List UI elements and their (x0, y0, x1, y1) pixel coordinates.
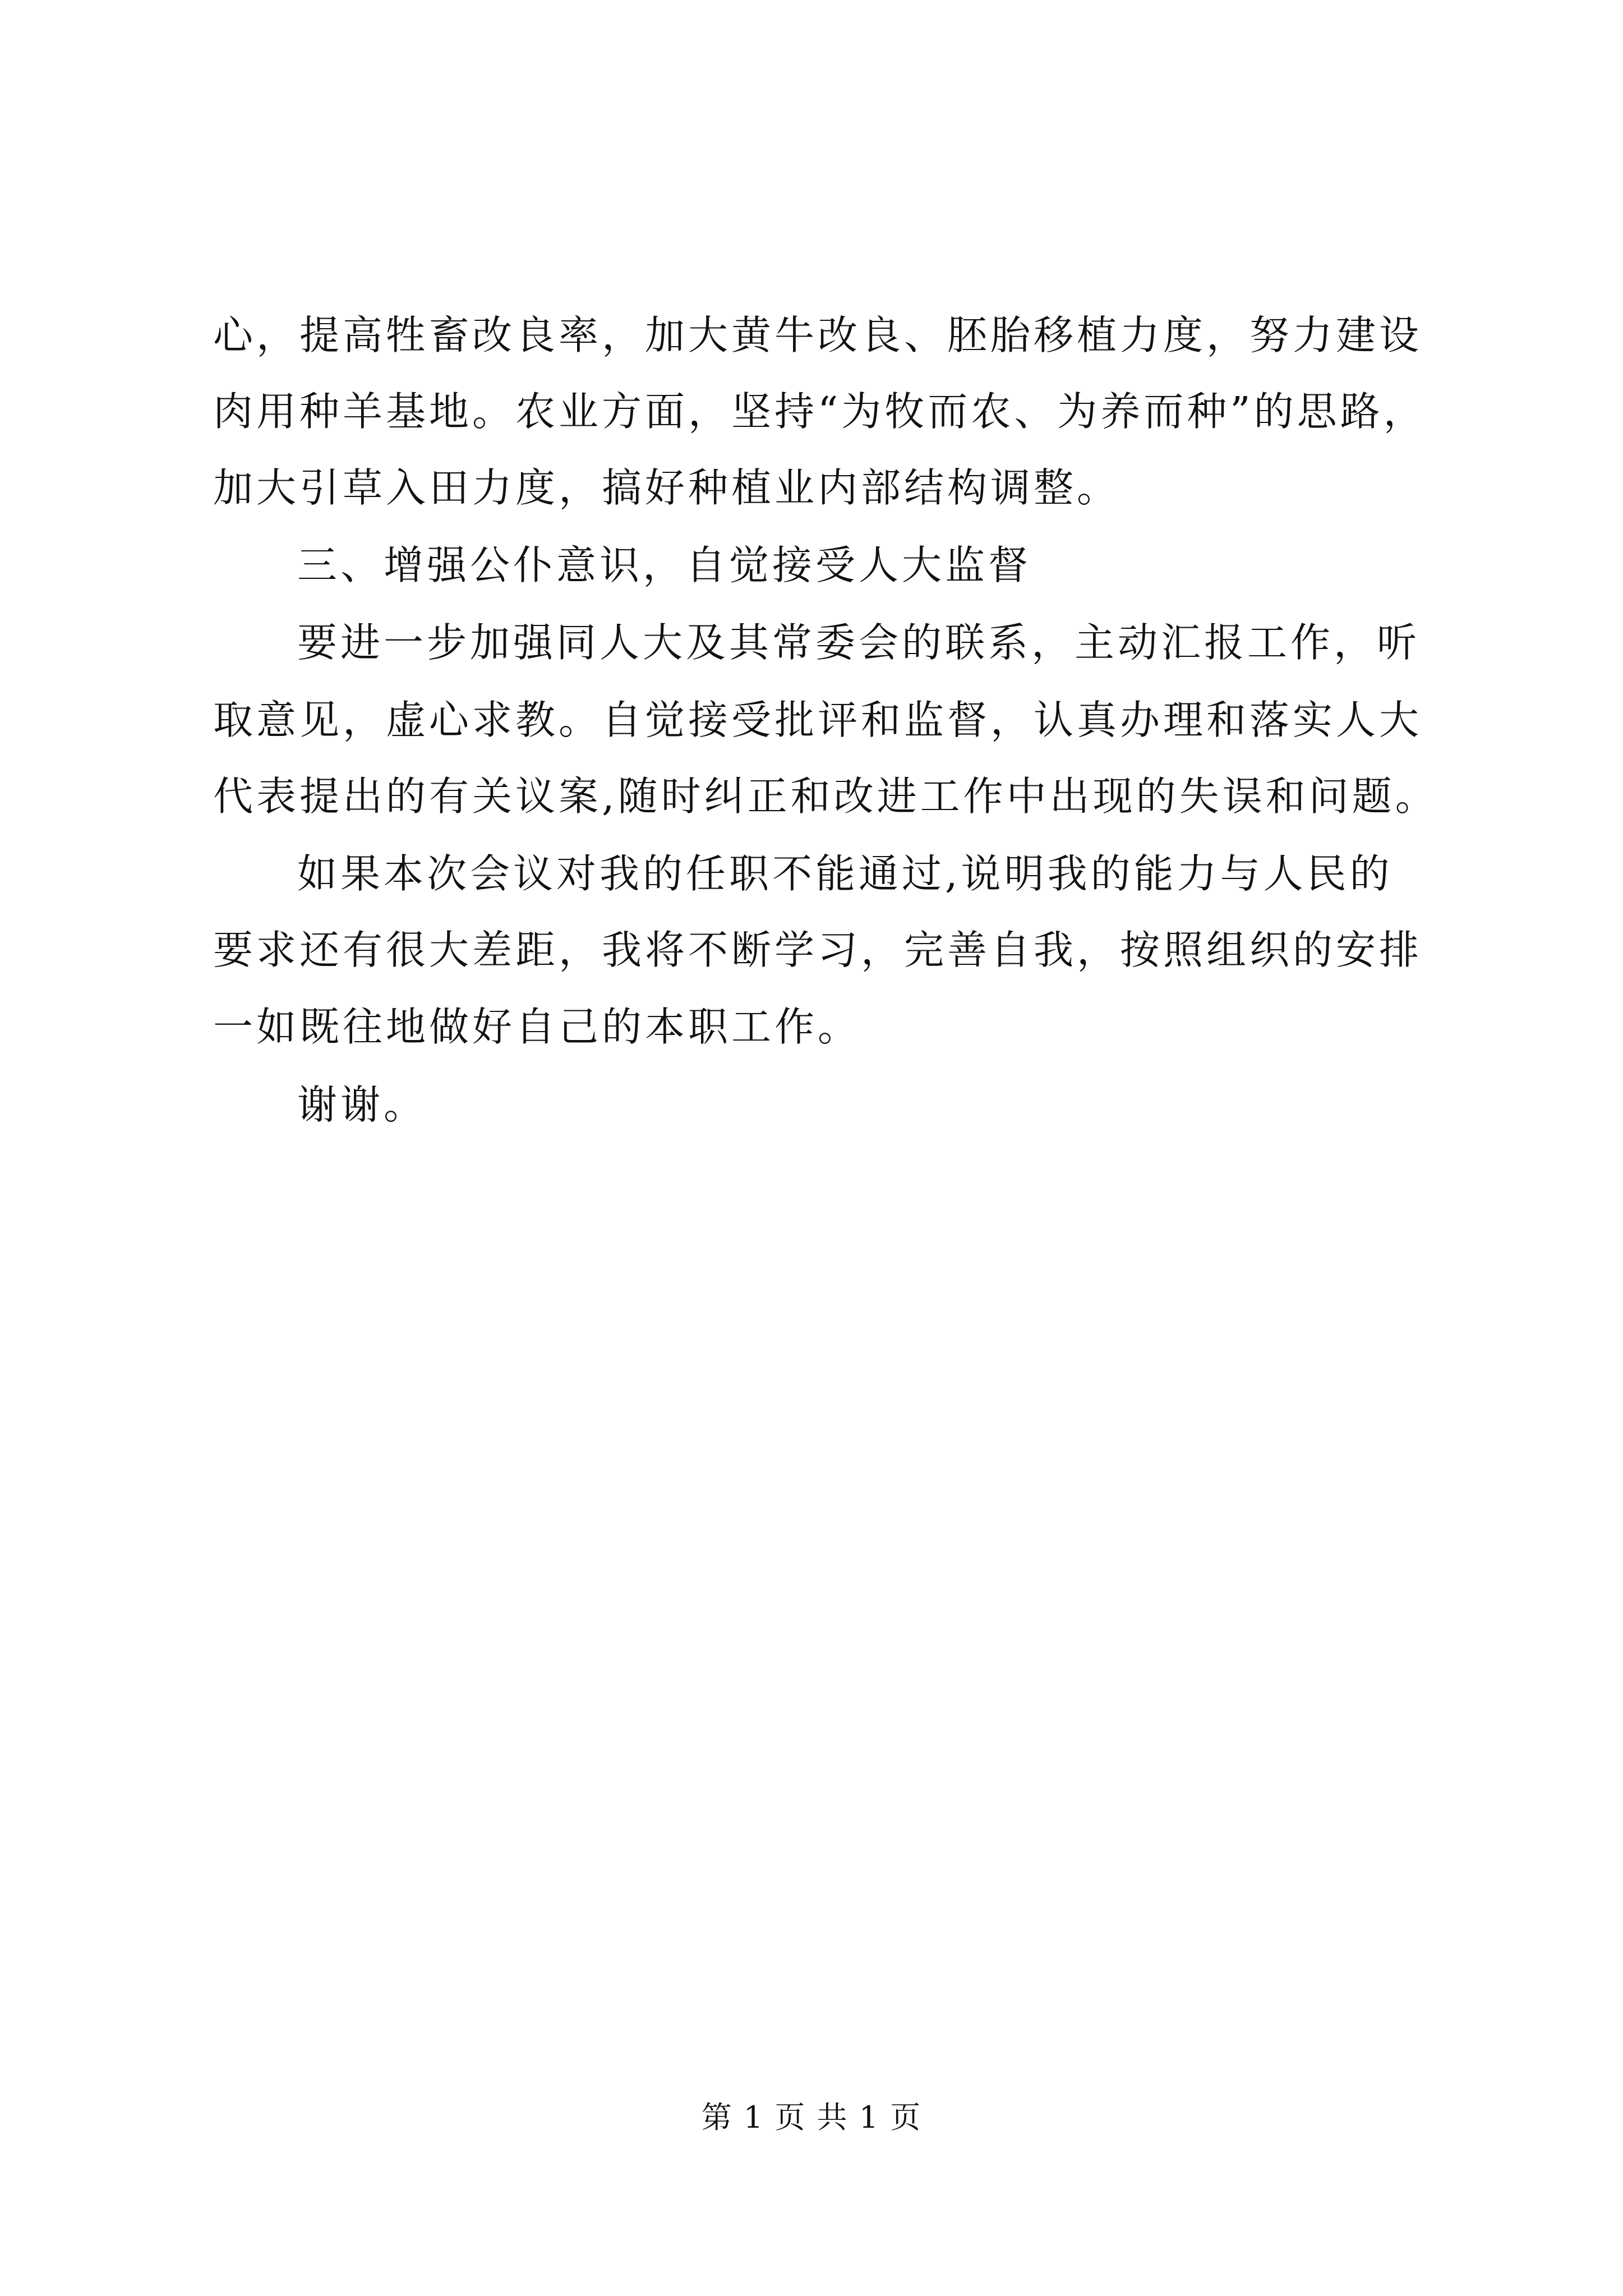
body-line: 代表提出的有关议案,随时纠正和改进工作中出现的失误和问题。 (213, 773, 1438, 820)
section-heading: 三、增强公仆意识，自觉接受人大监督 (297, 542, 1032, 588)
closing-line: 谢谢。 (297, 1082, 427, 1128)
body-line: 要求还有很大差距，我将不断学习，完善自我，按照组织的安排 (213, 927, 1423, 973)
body-line: 加大引草入田力度，搞好种植业内部结构调整。 (213, 464, 1121, 511)
body-line: 一如既往地做好自己的本职工作。 (213, 1004, 861, 1050)
body-line: 心，提高牲畜改良率，加大黄牛改良、胚胎移植力度，努力建设 (213, 312, 1423, 358)
page-footer: 第 1 页 共 1 页 (701, 2100, 922, 2135)
body-line: 肉用种羊基地。农业方面，坚持“为牧而农、为养而种”的思路， (213, 388, 1427, 435)
body-line: 取意见，虚心求教。自觉接受批评和监督，认真办理和落实人大 (213, 697, 1423, 743)
body-line: 如果本次会议对我的任职不能通过,说明我的能力与人民的 (297, 850, 1393, 897)
body-line: 要进一步加强同人大及其常委会的联系，主动汇报工作，听 (297, 619, 1421, 666)
